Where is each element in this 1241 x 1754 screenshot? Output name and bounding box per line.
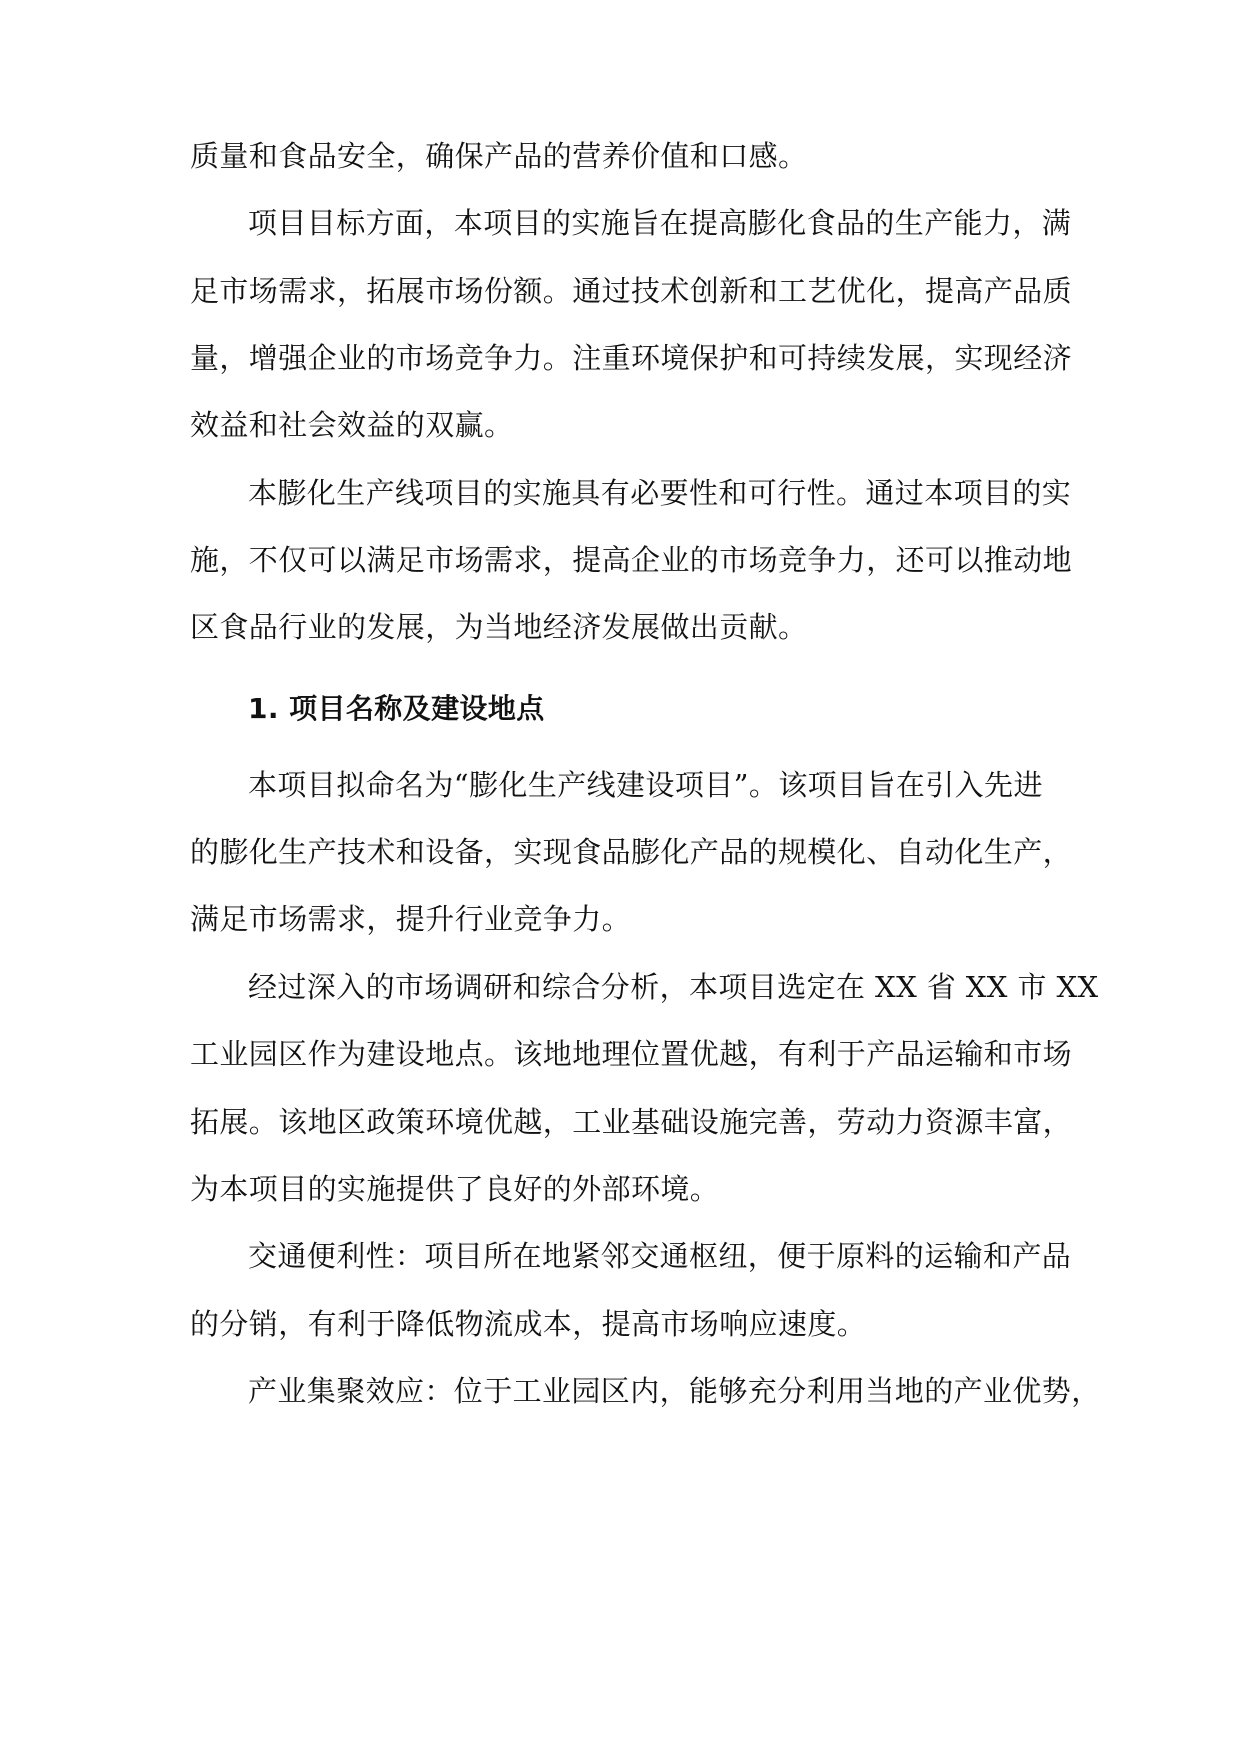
paragraph-line: 的分销，有利于降低物流成本，提高市场响应速度。 bbox=[190, 1307, 867, 1341]
paragraph-line: 量，增强企业的市场竞争力。注重环境保护和可持续发展，实现经济 bbox=[190, 341, 1073, 375]
paragraph-line: 拓展。该地区政策环境优越，工业基础设施完善，劳动力资源丰富， bbox=[190, 1105, 1073, 1139]
paragraph-line: 产业集聚效应：位于工业园区内，能够充分利用当地的产业优势， bbox=[248, 1374, 1101, 1408]
paragraph-line: 工业园区作为建设地点。该地地理位置优越，有利于产品运输和市场 bbox=[190, 1037, 1073, 1071]
paragraph-line: 施，不仅可以满足市场需求，提高企业的市场竞争力，还可以推动地 bbox=[190, 543, 1073, 577]
paragraph-line: 经过深入的市场调研和综合分析，本项目选定在 XX 省 XX 市 XX bbox=[248, 970, 1099, 1004]
paragraph-line: 项目目标方面，本项目的实施旨在提高膨化食品的生产能力，满 bbox=[248, 206, 1072, 240]
section-heading: 1. 项目名称及建设地点 bbox=[248, 692, 545, 725]
paragraph-line: 为本项目的实施提供了良好的外部环境。 bbox=[190, 1172, 720, 1206]
paragraph-line: 本项目拟命名为“膨化生产线建设项目”。该项目旨在引入先进 bbox=[248, 768, 1043, 802]
paragraph-line: 区食品行业的发展，为当地经济发展做出贡献。 bbox=[190, 610, 808, 644]
paragraph-line: 的膨化生产技术和设备，实现食品膨化产品的规模化、自动化生产， bbox=[190, 835, 1073, 869]
paragraph-line: 质量和食品安全，确保产品的营养价值和口感。 bbox=[190, 139, 808, 173]
paragraph-line: 效益和社会效益的双赢。 bbox=[190, 408, 514, 442]
paragraph-line: 交通便利性：项目所在地紧邻交通枢纽，便于原料的运输和产品 bbox=[248, 1239, 1072, 1273]
paragraph-line: 本膨化生产线项目的实施具有必要性和可行性。通过本项目的实 bbox=[248, 476, 1072, 510]
paragraph-line: 满足市场需求，提升行业竞争力。 bbox=[190, 902, 632, 936]
paragraph-line: 足市场需求，拓展市场份额。通过技术创新和工艺优化，提高产品质 bbox=[190, 274, 1073, 308]
